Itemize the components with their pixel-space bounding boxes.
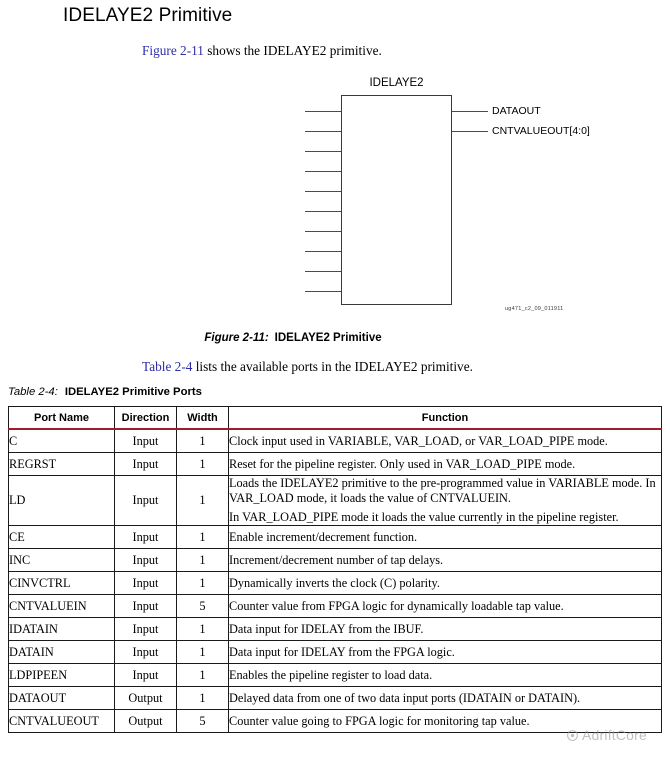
cell-width: 1	[177, 549, 229, 572]
function-paragraph: Delayed data from one of two data input ports (IDATAIN or DATAIN).	[229, 690, 581, 705]
input-pin-wire	[305, 131, 341, 132]
cell-direction: Input	[115, 549, 177, 572]
primitive-block-body	[341, 95, 452, 305]
cell-direction: Input	[115, 526, 177, 549]
cell-port-name: C	[9, 429, 115, 453]
cell-function	[229, 687, 662, 710]
cell-width: 1	[177, 618, 229, 641]
idelaye2-primitive-diagram	[0, 72, 670, 322]
cell-port-name: CNTVALUEOUT	[9, 710, 115, 733]
output-pin-wire	[452, 111, 488, 112]
table-row	[9, 595, 662, 618]
output-pin-label: DATAOUT	[492, 105, 541, 117]
table-intro-paragraph	[142, 359, 473, 375]
figure-cross-reference-link[interactable]: Figure 2-11	[142, 43, 204, 58]
output-pin-wire	[452, 131, 488, 132]
cell-function	[229, 710, 662, 733]
table-row	[9, 549, 662, 572]
table-row	[9, 453, 662, 476]
cell-function	[229, 572, 662, 595]
table-caption-title: IDELAYE2 Primitive Ports	[64, 386, 202, 398]
column-header-direction: Direction	[115, 407, 177, 430]
function-paragraph: Data input for IDELAY from the IBUF.	[229, 621, 424, 636]
function-paragraph: Data input for IDELAY from the FPGA logic.	[229, 644, 455, 659]
input-pin-wire	[305, 251, 341, 252]
page-title: IDELAYE2 Primitive	[63, 5, 233, 26]
cell-width: 1	[177, 687, 229, 710]
table-row	[9, 429, 662, 453]
table-row	[9, 687, 662, 710]
function-paragraph: Counter value going to FPGA logic for monitoring tap value.	[229, 713, 530, 728]
cell-port-name: LD	[9, 476, 115, 526]
input-pin-wire	[305, 171, 341, 172]
table-row	[9, 476, 662, 526]
cell-function	[229, 618, 662, 641]
cell-port-name: CNTVALUEIN	[9, 595, 115, 618]
cell-port-name: DATAOUT	[9, 687, 115, 710]
cell-function	[229, 641, 662, 664]
figure-source-id: ug471_c2_09_011911	[505, 306, 564, 312]
cell-width: 5	[177, 710, 229, 733]
table-cross-reference-link[interactable]: Table 2-4	[142, 359, 193, 374]
cell-port-name: DATAIN	[9, 641, 115, 664]
watermark-text: AdriftCore	[582, 727, 648, 743]
column-header-width: Width	[177, 407, 229, 430]
function-paragraph: Loads the IDELAYE2 primitive to the pre-programmed value in VARIABLE mode. In VAR_LOAD mode, it loads the value of CNTVALUEIN.	[229, 476, 656, 505]
cell-port-name: REGRST	[9, 453, 115, 476]
cell-direction: Input	[115, 595, 177, 618]
cell-width: 1	[177, 476, 229, 526]
input-pin-wire	[305, 211, 341, 212]
table-row	[9, 572, 662, 595]
cell-function	[229, 595, 662, 618]
input-pin-wire	[305, 271, 341, 272]
input-pin-wire	[305, 231, 341, 232]
cell-port-name: LDPIPEEN	[9, 664, 115, 687]
function-paragraph: Reset for the pipeline register. Only used in VAR_LOAD_PIPE mode.	[229, 456, 576, 471]
cell-direction: Input	[115, 476, 177, 526]
figure-intro-paragraph	[142, 43, 382, 59]
cell-direction: Input	[115, 641, 177, 664]
cell-width: 1	[177, 453, 229, 476]
table-header-row	[9, 407, 662, 430]
cell-width: 1	[177, 526, 229, 549]
output-pin-label: CNTVALUEOUT[4:0]	[492, 125, 590, 137]
function-paragraph: In VAR_LOAD_PIPE mode it loads the value currently in the pipeline register.	[229, 510, 619, 524]
figure-intro-text: shows the IDELAYE2 primitive.	[203, 43, 382, 58]
table-intro-text: lists the available ports in the IDELAYE2 primitive.	[192, 359, 473, 374]
figure-caption-number: Figure 2-11:	[204, 332, 269, 344]
cell-function	[229, 429, 662, 453]
table-row	[9, 618, 662, 641]
column-header-port-name: Port Name	[9, 407, 115, 430]
table-row	[9, 641, 662, 664]
table-caption	[8, 386, 202, 398]
table-row	[9, 664, 662, 687]
cell-port-name: IDATAIN	[9, 618, 115, 641]
cell-direction: Input	[115, 453, 177, 476]
function-paragraph: Enable increment/decrement function.	[229, 529, 418, 544]
cell-port-name: CINVCTRL	[9, 572, 115, 595]
cell-port-name: CE	[9, 526, 115, 549]
cell-function	[229, 664, 662, 687]
input-pin-wire	[305, 291, 341, 292]
cell-direction: Input	[115, 618, 177, 641]
function-paragraph: Enables the pipeline register to load data.	[229, 667, 433, 682]
function-paragraph: Clock input used in VARIABLE, VAR_LOAD, or VAR_LOAD_PIPE mode.	[229, 433, 608, 448]
figure-caption	[0, 332, 586, 344]
cell-width: 1	[177, 641, 229, 664]
cell-width: 5	[177, 595, 229, 618]
input-pin-wire	[305, 151, 341, 152]
cell-function	[229, 526, 662, 549]
cell-width: 1	[177, 429, 229, 453]
cell-function	[229, 476, 662, 526]
cell-direction: Output	[115, 710, 177, 733]
cell-function	[229, 453, 662, 476]
input-pin-wire	[305, 191, 341, 192]
table-caption-number: Table 2-4:	[8, 386, 58, 398]
ports-table	[8, 406, 662, 733]
cell-width: 1	[177, 572, 229, 595]
function-paragraph: Counter value from FPGA logic for dynamically loadable tap value.	[229, 598, 564, 613]
cell-direction: Input	[115, 664, 177, 687]
table-row	[9, 526, 662, 549]
cell-width: 1	[177, 664, 229, 687]
column-header-function: Function	[229, 407, 662, 430]
function-paragraph: Increment/decrement number of tap delays.	[229, 552, 444, 567]
table-row	[9, 710, 662, 733]
cell-port-name: INC	[9, 549, 115, 572]
cell-direction: Output	[115, 687, 177, 710]
input-pin-wire	[305, 111, 341, 112]
cell-direction: Input	[115, 572, 177, 595]
figure-caption-title: IDELAYE2 Primitive	[274, 332, 382, 344]
function-paragraph: Dynamically inverts the clock (C) polarity.	[229, 575, 440, 590]
primitive-block-title: IDELAYE2	[369, 77, 424, 89]
cell-direction: Input	[115, 429, 177, 453]
cell-function	[229, 549, 662, 572]
